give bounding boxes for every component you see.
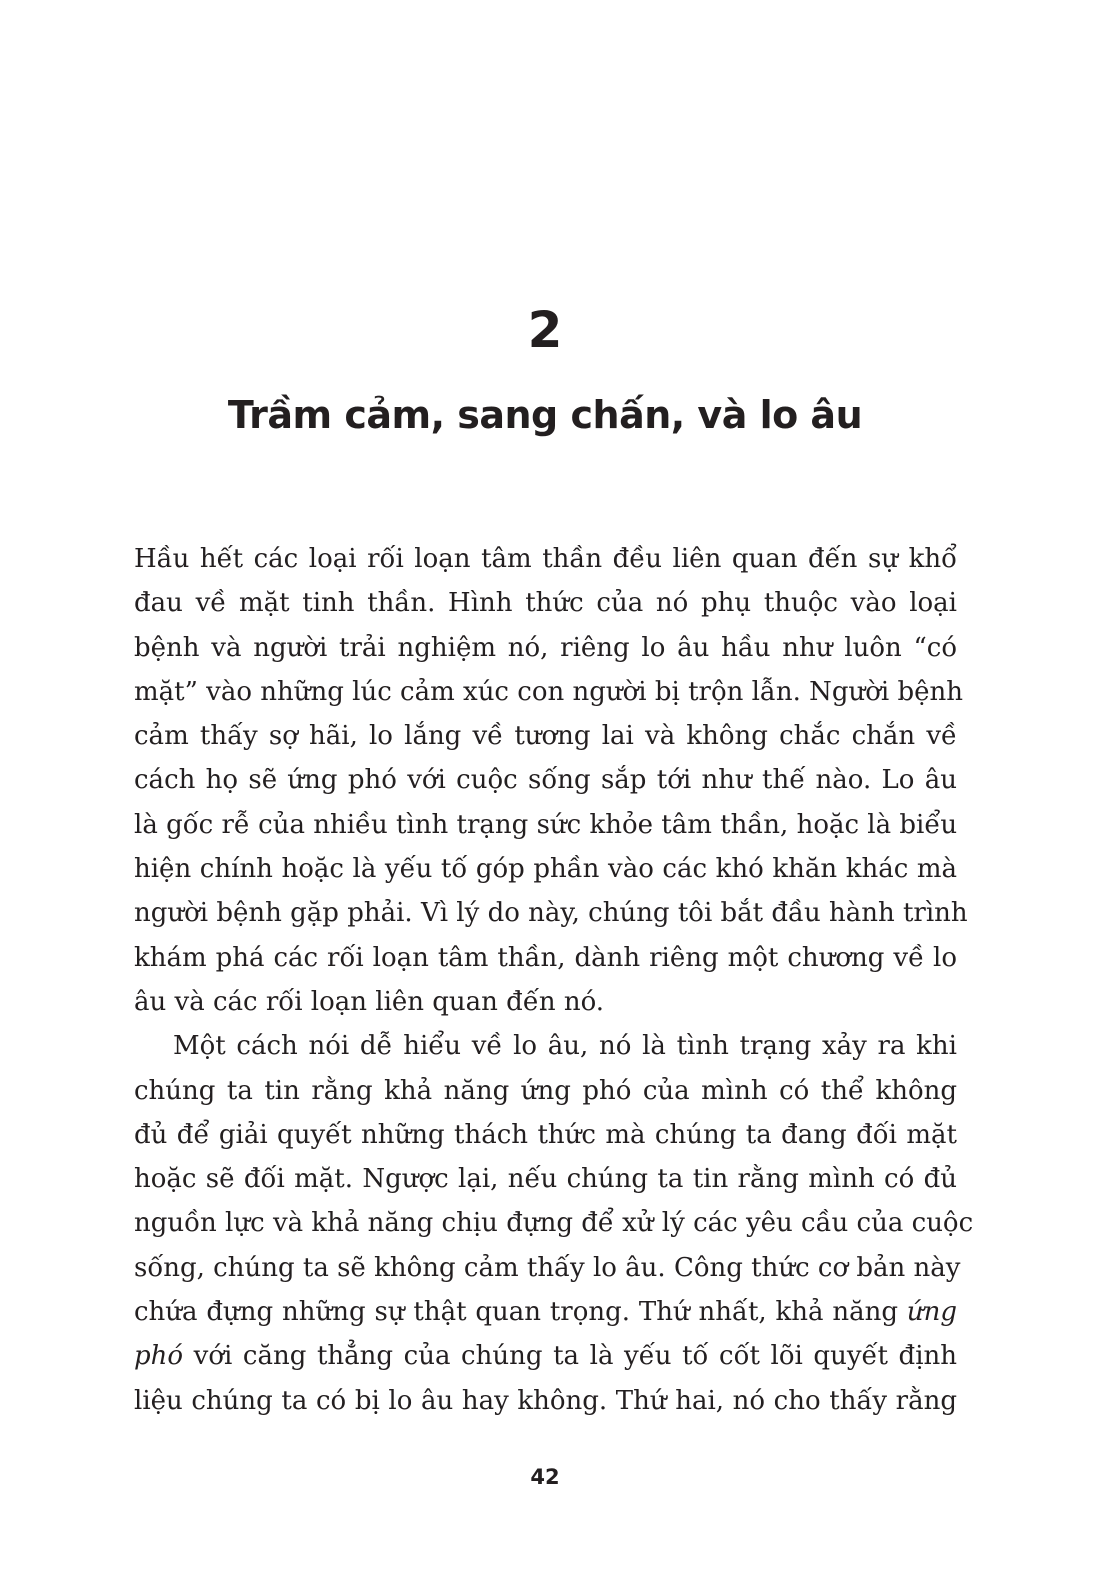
- text-line-with-italic: [134, 1334, 957, 1378]
- chapter-title: Trầm cảm, sang chấn, và lo âu: [227, 393, 863, 437]
- text-line: hiện chính hoặc là yếu tố góp phần vào các khó khăn khác mà: [134, 854, 957, 885]
- chapter-number: 2: [527, 301, 563, 359]
- text-line: sống, chúng ta sẽ không cảm thấy lo âu. Công thức cơ bản này: [134, 1252, 961, 1283]
- italic-term: phó: [134, 1341, 184, 1372]
- text-line: đau về mặt tinh thần. Hình thức của nó phụ thuộc vào loại: [134, 588, 957, 619]
- text-line: âu và các rối loạn liên quan đến nó.: [134, 986, 605, 1017]
- text-line: cảm thấy sợ hãi, lo lắng về tương lai và không chắc chắn về: [134, 721, 957, 752]
- text-segment: với căng thẳng của chúng ta là yếu tố cốt lõi quyết định: [193, 1341, 958, 1372]
- text-line: người bệnh gặp phải. Vì lý do này, chúng tôi bắt đầu hành trình: [134, 898, 968, 929]
- text-line: cách họ sẽ ứng phó với cuộc sống sắp tới như thế nào. Lo âu: [134, 765, 957, 796]
- text-line: hoặc sẽ đối mặt. Ngược lại, nếu chúng ta tin rằng mình có đủ: [134, 1164, 957, 1195]
- paragraph-1: [134, 537, 968, 1024]
- text-line: Một cách nói dễ hiểu về lo âu, nó là tình trạng xảy ra khi: [173, 1031, 957, 1062]
- text-line: là gốc rễ của nhiều tình trạng sức khỏe tâm thần, hoặc là biểu: [134, 809, 958, 840]
- page-number: 42: [530, 1465, 560, 1489]
- body-text: [134, 537, 974, 1423]
- text-line: đủ để giải quyết những thách thức mà chúng ta đang đối mặt: [134, 1119, 957, 1150]
- text-line: nguồn lực và khả năng chịu đựng để xử lý các yêu cầu của cuộc: [134, 1208, 974, 1239]
- text-line: chúng ta tin rằng khả năng ứng phó của mình có thể không: [134, 1075, 957, 1106]
- text-line: liệu chúng ta có bị lo âu hay không. Thứ hai, nó cho thấy rằng: [134, 1385, 957, 1416]
- italic-term: ứng: [906, 1297, 957, 1328]
- text-line: mặt” vào những lúc cảm xúc con người bị trộn lẫn. Người bệnh: [134, 676, 964, 707]
- text-line: Hầu hết các loại rối loạn tâm thần đều liên quan đến sự khổ: [134, 544, 957, 574]
- paragraph-2: [134, 1024, 974, 1423]
- text-line-with-italic: [134, 1290, 957, 1334]
- text-line: khám phá các rối loạn tâm thần, dành riêng một chương về lo: [134, 942, 957, 973]
- text-segment: chứa đựng những sự thật quan trọng. Thứ nhất, khả năng: [134, 1297, 899, 1328]
- text-line: bệnh và người trải nghiệm nó, riêng lo âu hầu như luôn “có: [134, 632, 957, 663]
